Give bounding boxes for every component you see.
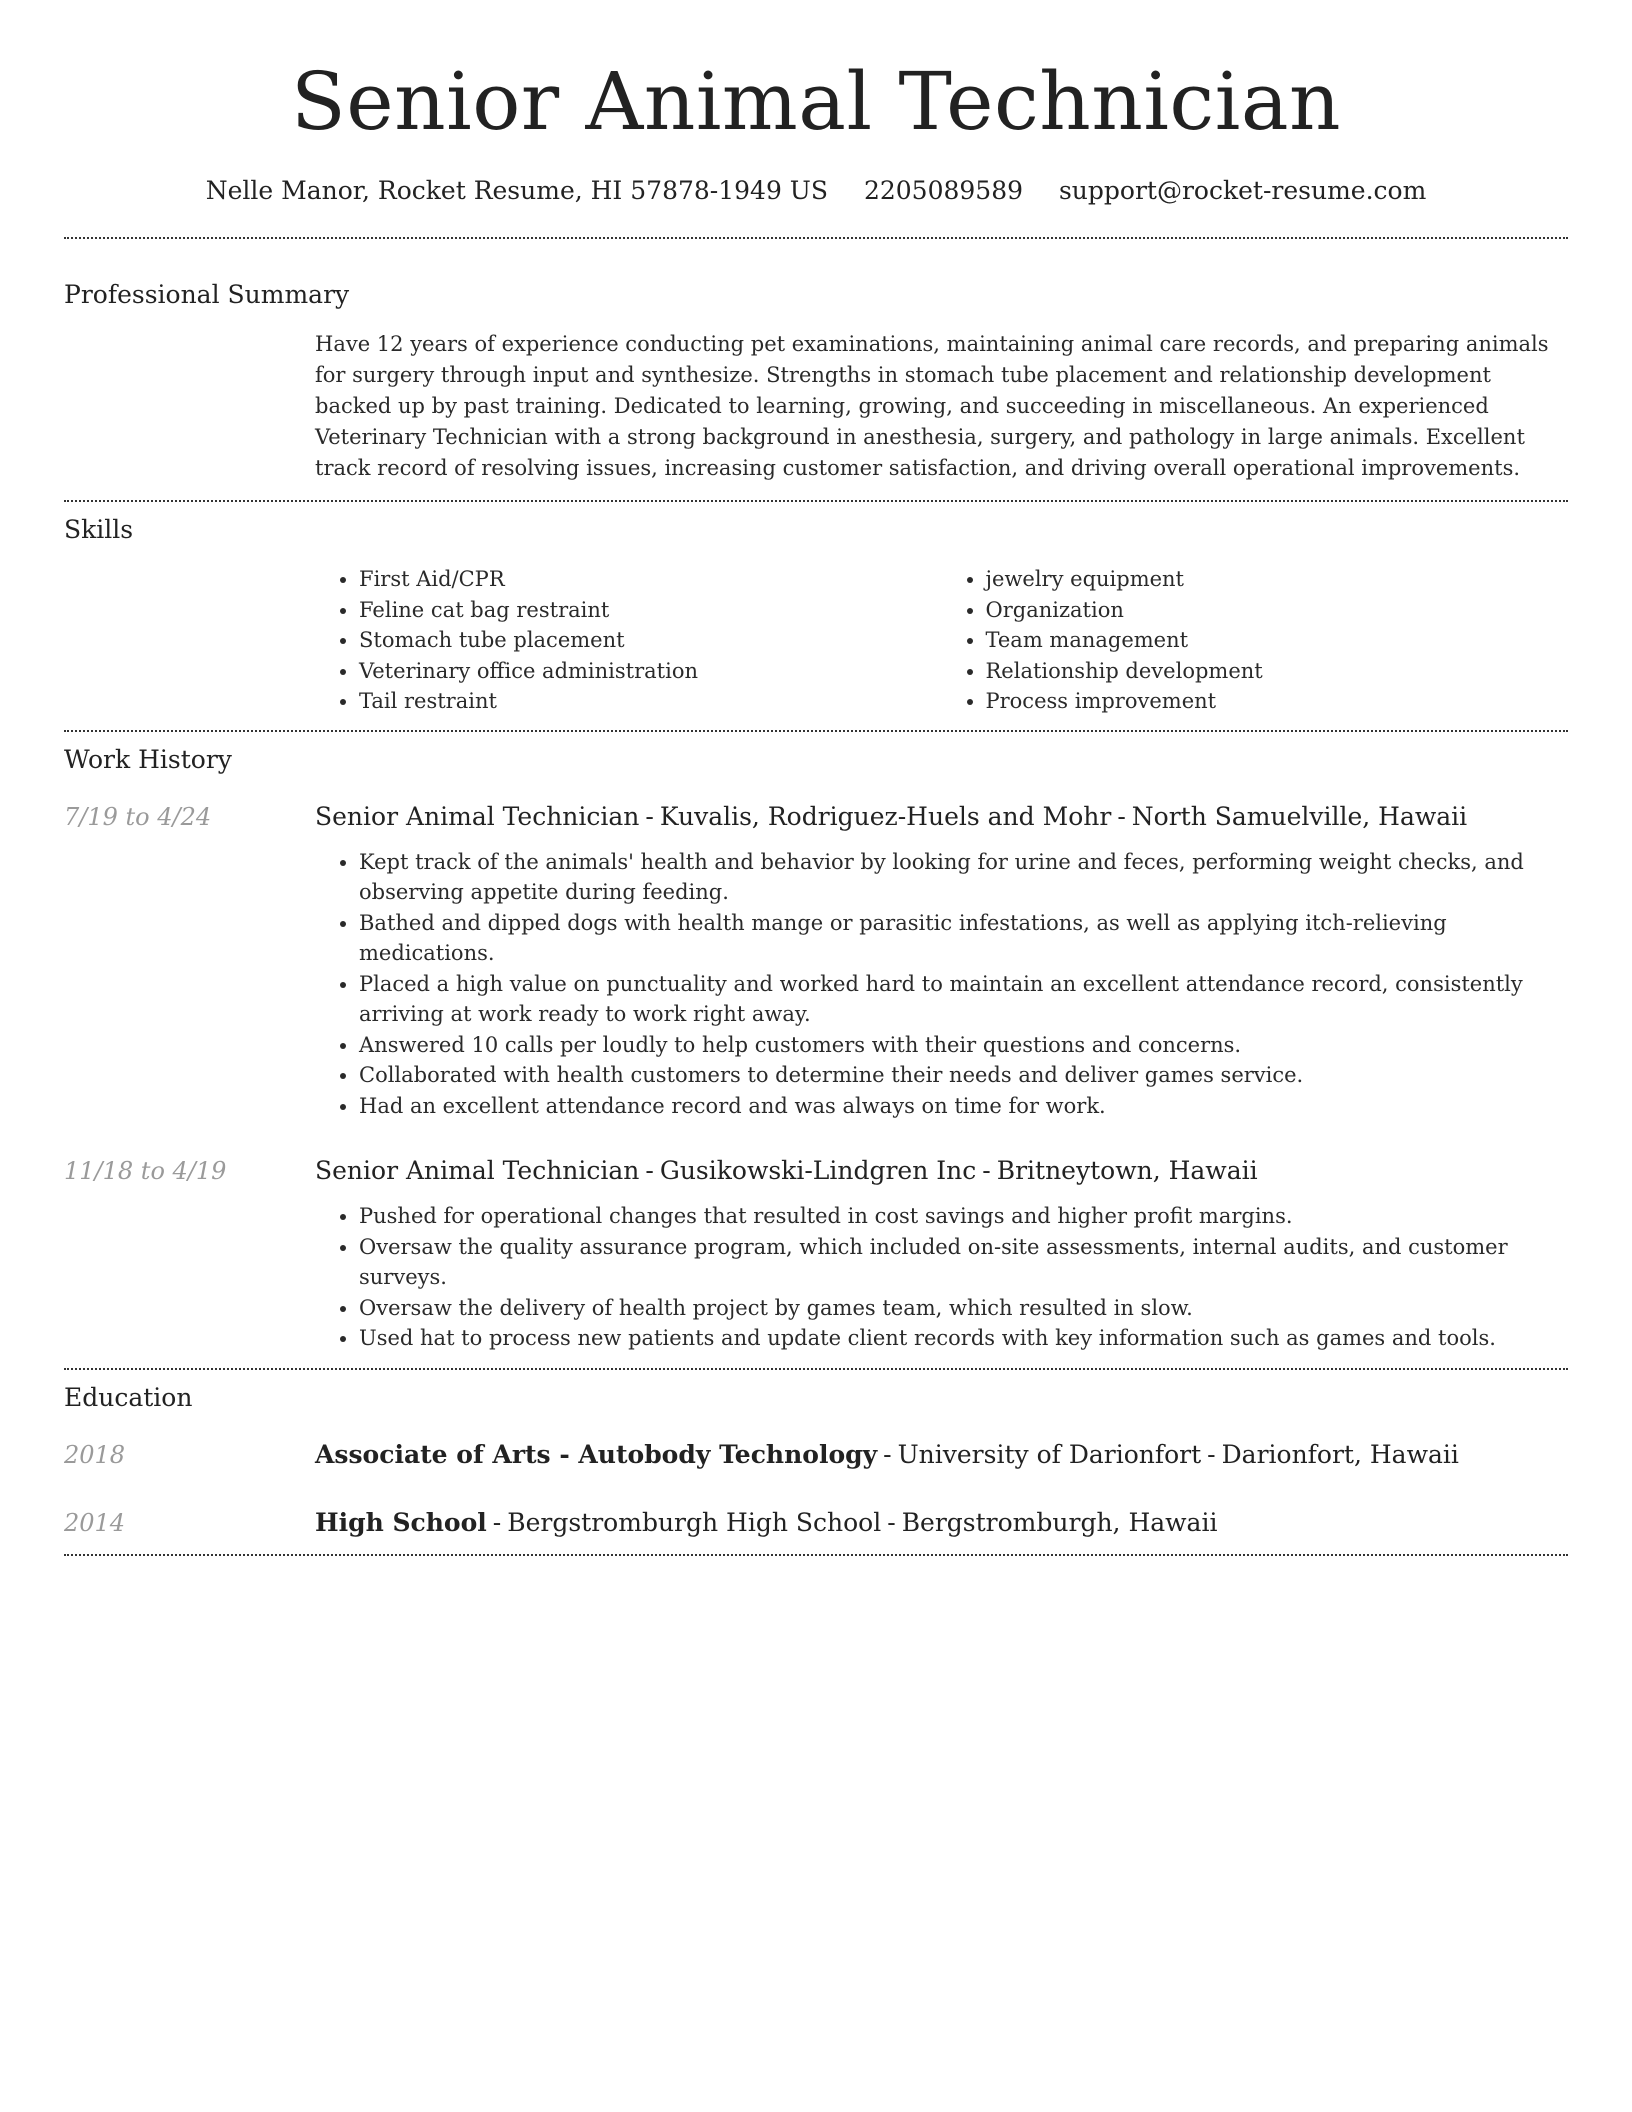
job-bullet: • Kept track of the animals' health and behavior by looking for urine and feces, performing weight checks, and observing appetite during feeding.	[359, 847, 1568, 908]
education-location: Bergstromburgh, Hawaii	[901, 1507, 1218, 1537]
education-degree: High School	[315, 1507, 487, 1537]
education-entry	[64, 1506, 1568, 1540]
separator: -	[982, 1156, 991, 1185]
resume-page	[64, 0, 1568, 1556]
skills-list	[315, 564, 1568, 717]
skill-item: • Organization	[986, 595, 1569, 626]
contact-line	[64, 174, 1568, 208]
separator: -	[1117, 801, 1126, 831]
skill-item: • Veterinary office administration	[359, 656, 942, 687]
job-bullet: • Oversaw the quality assurance program, which included on-site assessments, internal audits, and customer surveys.	[359, 1232, 1568, 1293]
divider	[64, 237, 1568, 239]
job-location: Britneytown, Hawaii	[996, 1156, 1258, 1185]
phone: 2205089589	[863, 176, 1024, 205]
separator: -	[887, 1507, 896, 1537]
job-entry	[64, 1154, 1568, 1188]
skill-item: • Feline cat bag restraint	[359, 595, 942, 626]
job-company: Kuvalis, Rodriguez-Huels and Mohr	[659, 801, 1112, 831]
skills-heading: Skills	[64, 515, 134, 544]
job-bullet: • Answered 10 calls per loudly to help customers with their questions and concerns.	[359, 1030, 1568, 1061]
job-role: Senior Animal Technician	[315, 1156, 640, 1185]
job-bullets	[315, 847, 1568, 1122]
skill-item: • jewelry equipment	[986, 564, 1569, 595]
skill-item: • Tail restraint	[359, 686, 942, 717]
job-title	[315, 1154, 1258, 1188]
skills-right-column	[942, 564, 1569, 717]
education-school: Bergstromburgh High School	[507, 1507, 882, 1537]
address: Nelle Manor, Rocket Resume, HI 57878-1949 US	[205, 176, 828, 205]
education-year: 2018	[64, 1440, 126, 1469]
skills-left-column	[315, 564, 942, 717]
work-heading: Work History	[64, 744, 232, 774]
resume-title: Senior Animal Technician	[290, 55, 1342, 148]
separator: -	[492, 1507, 502, 1537]
job-company: Gusikowski-Lindgren Inc	[659, 1156, 977, 1185]
job-title	[315, 800, 1467, 834]
education-title	[315, 1506, 1217, 1540]
job-bullet: • Oversaw the delivery of health project by games team, which resulted in slow.	[359, 1293, 1568, 1324]
email: support@rocket-resume.com	[1058, 176, 1427, 205]
separator: -	[645, 1156, 654, 1185]
skill-item: • First Aid/CPR	[359, 564, 942, 595]
education-year: 2014	[64, 1508, 126, 1537]
education-entry	[64, 1438, 1568, 1472]
job-location: North Samuelville, Hawaii	[1131, 801, 1468, 831]
job-bullet: • Collaborated with health customers to determine their needs and deliver games service.	[359, 1060, 1568, 1091]
job-dates: 11/18 to 4/19	[64, 1157, 227, 1185]
divider	[64, 1554, 1568, 1556]
divider	[64, 500, 1568, 502]
education-school: University of Darionfort	[897, 1439, 1202, 1469]
skill-item: • Relationship development	[986, 656, 1569, 687]
education-title	[315, 1438, 1459, 1472]
job-bullet: • Placed a high value on punctuality and worked hard to maintain an excellent attendance record, consistently arriving at work ready to work right away.	[359, 969, 1568, 1030]
separator: -	[1207, 1439, 1216, 1469]
separator: -	[645, 801, 654, 831]
education-heading: Education	[64, 1382, 193, 1412]
job-bullet: • Had an excellent attendance record and was always on time for work.	[359, 1091, 1568, 1122]
job-entry	[64, 800, 1568, 834]
job-bullets	[315, 1201, 1568, 1354]
divider	[64, 730, 1568, 732]
divider	[64, 1368, 1568, 1370]
skill-item: • Process improvement	[986, 686, 1569, 717]
skill-item: • Stomach tube placement	[359, 625, 942, 656]
separator: -	[883, 1439, 892, 1469]
summary-heading: Professional Summary	[64, 280, 350, 309]
summary-text: Have 12 years of experience conducting pet examinations, maintaining animal care records, and preparing animals for surgery through input and synthesize. Strengths in stomach tube placement and relationship development backed up by past training. Dedicated to learning, growing, and succeeding in miscellaneous. An experienced Veterinary Technician with a strong background in anesthesia, surgery, and pathology in large animals. Excellent track record of resolving issues, increasing customer satisfaction, and driving overall operational improvements.	[315, 332, 1549, 480]
job-bullet: • Used hat to process new patients and update client records with key information such as games and tools.	[359, 1323, 1568, 1354]
skill-item: • Team management	[986, 625, 1569, 656]
job-bullet: • Bathed and dipped dogs with health mange or parasitic infestations, as well as applying itch-relieving medications.	[359, 908, 1568, 969]
education-location: Darionfort, Hawaii	[1221, 1439, 1459, 1469]
job-bullet: • Pushed for operational changes that resulted in cost savings and higher profit margins.	[359, 1201, 1568, 1232]
job-role: Senior Animal Technician	[315, 801, 640, 831]
job-dates: 7/19 to 4/24	[64, 802, 212, 831]
education-degree: Associate of Arts - Autobody Technology	[315, 1439, 878, 1469]
